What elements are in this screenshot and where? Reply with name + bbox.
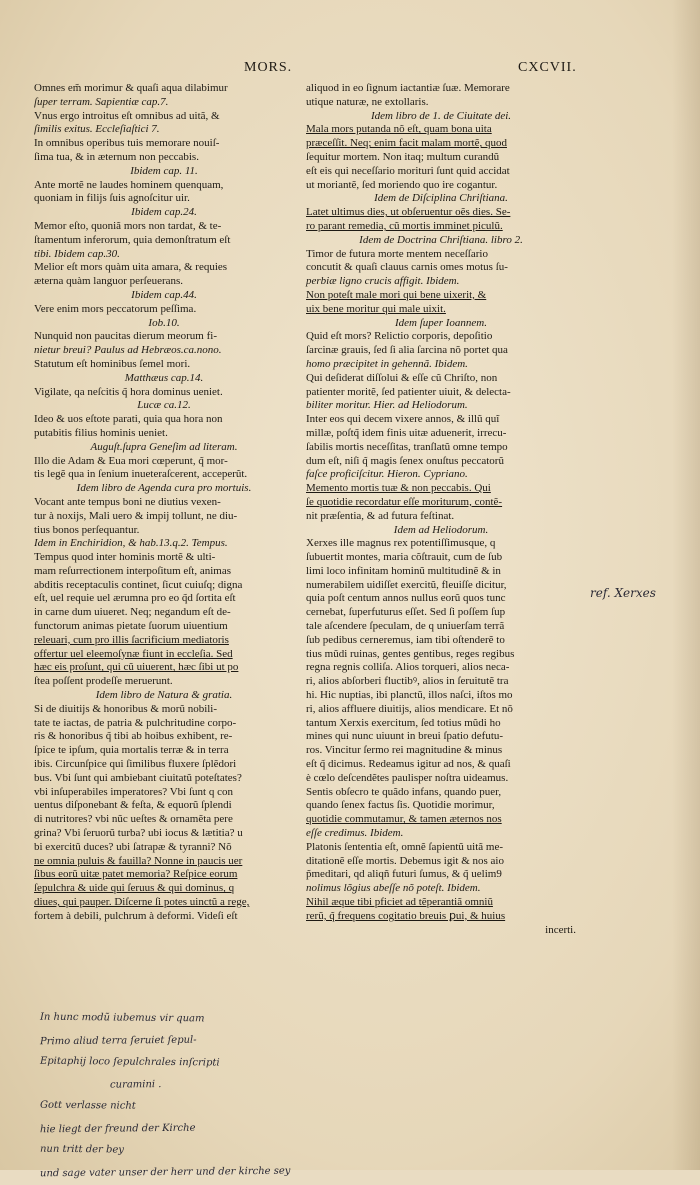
citation-line: tibi. Ibidem cap.30. (34, 247, 120, 260)
text-line: Tempus quod inter hominis mortẽ & ulti- (34, 551, 216, 564)
text-line: p̃meditari, qd aliqñ futuri ſumus, & q̃ uelim9 (306, 868, 502, 881)
text-line: Nihil æque tibi pficiet ad tẽperantiã omniũ (306, 896, 493, 909)
text-line: ſub pedibus cerneremus, iam tibi oſtenderẽ to (306, 633, 505, 646)
text-line: ſima tua, & in æternum non peccabis. (34, 150, 199, 163)
text-line: Latet ultimus dies, ut obſeruentur oẽs dies. Se- (306, 206, 511, 219)
right-text-column (306, 82, 576, 937)
text-line: functorum animas pietate ſuorum uiuentium (34, 620, 228, 633)
text-line: Nunquid non paucitas dierum meorum fi- (34, 330, 217, 343)
citation-line: Idem libro de Natura & gratia. (95, 689, 233, 702)
handwritten-note-line: hie liegt der freund der Kirche (39, 1122, 196, 1136)
text-line: ſabilis mortis neceſſitas, tranſlatũ omne tempo (306, 440, 508, 453)
citation-line: Ibidem cap.24. (131, 206, 197, 219)
running-header-title: MORS. (244, 60, 293, 75)
citation-line: faſce proficiſcitur. Hieron. Cypriano. (306, 468, 468, 481)
text-line: tale aſcendere ſpeculam, de q uniuerſam terrã (306, 620, 505, 633)
text-line: tantum Xerxis exercitum, ſed totius mũdi ho (306, 716, 501, 729)
handwritten-note-line: und sage vater unser der herr und der kirche sey (39, 1165, 291, 1180)
handwritten-note-line: nun tritt der bey (39, 1143, 125, 1156)
handwritten-note-line: In hunc modũ iubemus vir quam (39, 1011, 205, 1025)
citation-line: Ibidem cap. 11. (130, 164, 198, 177)
text-line: releuari, cum pro illis ſacrificium mediatoris (34, 633, 229, 646)
text-line: Xerxes ille magnus rex potentiſſimusque, q (306, 537, 496, 550)
text-line: ro parant remedia, cũ mortis imminet piculũ. (306, 219, 503, 232)
text-line: ditationẽ eſſe mortis. Debemus igit & nos aio (306, 854, 504, 867)
text-line: ſepulchra & uide qui ſeruus & qui dominus, q (34, 882, 235, 895)
folio-number: CXCVII. (518, 60, 577, 75)
text-line: grina? Vbi ſeruorũ turba? ubi iocus & lætitia? u (34, 827, 243, 840)
text-line: patienter moritẽ, ſed patienter uiuit, & delecta- (306, 385, 511, 398)
text-line: è cœlo deſcendẽtes paulisper noſtra uideamus. (306, 771, 509, 784)
text-line: aliquod in eo ſignum iactantiæ ſuæ. Memorare (306, 82, 510, 94)
text-line: rerũ, q̃ frequens cogitatio breuis ꝑui, & huius (306, 909, 506, 922)
citation-line: perbiæ ligno crucis affigit. Ibidem. (306, 275, 460, 288)
citation-line: Idem ſuper Ioannem. (395, 316, 487, 329)
text-line: uentus diſponebant & feſta, & equorũ ſplendi (34, 799, 232, 812)
citation-line: Lucæ ca.12. (137, 399, 191, 412)
text-line: eſt, uel requie uel ærumna pro eo q̃d ſortita eſt (34, 592, 236, 605)
text-line: fortem à debili, pulchrum à deformi. Videſi eſt (34, 909, 238, 922)
citation-line: biliter moritur. Hier. ad Heliodorum. (306, 399, 468, 412)
text-line: putabitis filius hominis ueniet. (34, 426, 168, 439)
text-line: Quid eſt mors? Relictio corporis, depoſitio (306, 330, 493, 343)
text-line: Statutum eſt hominibus ſemel mori. (34, 357, 191, 370)
text-line: ros. Vincitur ſermo rei magnitudine & minus (306, 744, 503, 757)
citation-line: Idem libro de 1. de Ciuitate dei. (370, 109, 512, 122)
text-line: ris & honoribus q̃ tibi ab hoibus exhibent, re- (34, 730, 233, 743)
text-line: Si de diuitijs & honoribus & morũ nobili- (34, 702, 218, 715)
text-line: tius mũdi ruinas, gentes gentibus, reges regibus (306, 647, 515, 660)
text-line: mam reſurrectionem interpoſitum eſt, animas (34, 564, 232, 577)
text-line: Vnus ergo introitus eſt omnibus ad uitã, & (34, 109, 220, 122)
text-line: tis legẽ qua in ſenium inueteraſcerent, acceperũt. (34, 468, 248, 481)
citation-line: Idem in Enchiridion, & hab.13.q.2. Tempus. (34, 537, 228, 550)
text-line: hi. Hic nuptias, ibi planctũ, illos naſci, iſtos mo (306, 689, 513, 702)
left-text-column (34, 82, 294, 924)
text-line: nit præſentia, & ad futura feſtinat. (306, 509, 455, 522)
citation-line: nietur breui? Paulus ad Hebræos.ca.nono. (34, 344, 222, 357)
text-line: ibis. Circunſpice qui ſimilibus fluxere ſplẽdori (34, 758, 237, 771)
citation-line: eſſe credimus. Ibidem. (306, 827, 404, 840)
text-line: abditis receptaculis continet, ſicut cuiuſq; digna (34, 578, 243, 591)
text-line: regna regnis colliſa. Alios torqueri, alios neca- (306, 661, 510, 674)
text-line: ſe quotidie recordatur eſſe moriturum, contẽ- (306, 495, 503, 508)
text-line: quotidie commutamur, & tamen æternos nos (306, 813, 502, 826)
citation-line: Idem libro de Agenda cura pro mortuis. (76, 482, 252, 495)
citation-line: Idem de Diſciplina Chriſtiana. (374, 192, 508, 205)
text-line: concutit & quaſi clauus carnis omes motus ſu- (306, 261, 508, 274)
text-line: incerti. (545, 923, 576, 936)
handwritten-note-line: Primo aliud terra ſeruiet ſepul- (39, 1034, 197, 1048)
text-line: Ideo & uos eſtote parati, quia qua hora non (34, 413, 223, 426)
text-line: ri, alios abſorberi fluctibꝰ, alios in ſeruitutẽ tra (306, 675, 509, 688)
citation-line: Auguſt.ſupra Geneſim ad literam. (90, 440, 238, 453)
text-line: ſequitur mortem. Non itaq; multum curandũ (306, 150, 500, 163)
text-line: præceſſit. Neq; enim facit malam mortẽ, quod (306, 137, 507, 150)
text-line: Vere enim mors peccatorum peſſima. (34, 302, 197, 315)
text-line: eſt eis qui neceſſario morituri ſunt quid accidat (306, 164, 510, 177)
text-line: Omnes em̃ morimur & quaſi aqua dilabimur (34, 82, 228, 94)
text-line: ſtamentum inferorum, quia demonſtratum eſt (34, 233, 231, 246)
text-line: ut moriantẽ, ſed moriendo quo ire cogantur. (306, 178, 498, 191)
text-line: dum eſt, niſi q̃ magis ſenex onuſtus peccatorũ (306, 454, 504, 467)
text-line: cernebat, ſuperfuturus eſſet. Sed ſi poſſem ſup (306, 606, 506, 619)
text-line: tius bonos perſequantur. (34, 523, 140, 536)
text-line: bi exercitũ duces? ubi ſatrapæ & tyranni? Nõ (34, 840, 232, 853)
handwritten-note-line: Epitaphij loco ſepulchrales inſcripti (39, 1055, 220, 1069)
text-line: mines qui nunc uiuunt in breui ſpatio defutu- (306, 730, 504, 743)
citation-line: Matthæus cap.14. (124, 371, 204, 384)
text-line: ſpice te ipſum, quia mortalis terræ & in terra (34, 744, 229, 757)
text-line: di nutritores? vbi nũc ueſtes & ornamẽta pere (34, 813, 233, 826)
text-line: ſibus eorũ uitæ patet memoria? Reſpice eorum (34, 868, 238, 881)
handwritten-note-line: curamini . (109, 1079, 162, 1091)
text-line: quia poſt centum annos nullus eorũ quos tunc (306, 592, 506, 605)
text-line: in carne dum uiueret. Neq; negandum eſt de- (34, 606, 231, 619)
citation-line: ſimilis exitus. Eccleſiaſtici 7. (34, 123, 160, 136)
text-line: quando ſenex factus ſis. Quotidie morimur, (306, 799, 495, 812)
citation-line: nolimus lõgius abeſſe nõ poteſt. Ibidem. (306, 882, 481, 895)
text-line: ſubuertit montes, maria cõſtrauit, cum de ſub (306, 551, 503, 564)
text-line: eſt q̃ dicimus. Redeamus igitur ad nos, & quaſi (306, 758, 511, 771)
text-line: utique naturæ, ne extollaris. (306, 95, 429, 108)
text-line: Qui deſiderat diſſolui & eſſe cũ Chriſto, non (306, 371, 498, 384)
page-gutter-shadow (672, 0, 700, 1170)
text-line: ſtea poſſent prodeſſe meruerunt. (34, 675, 173, 688)
text-line: In omnibus operibus tuis memorare nouiſ- (34, 137, 220, 150)
text-line: tate te iactas, de patria & pulchritudine corpo- (34, 716, 237, 729)
text-line: millæ, poſtq̃ idem finis uitæ aduenerit, irrecu- (306, 426, 507, 439)
text-line: Platonis ſententia eſt, omnẽ ſapientũ uitã me- (306, 840, 504, 853)
text-line: numerabilem uidiſſet exercitũ, fleuiſſe dicitur, (306, 578, 507, 591)
text-line: Sentis obſecro te quãdo infans, quando puer, (306, 785, 502, 798)
handwritten-notes (40, 1008, 290, 1184)
text-line: ſarcinæ grauis, ſed ſi alia ſarcina nõ portet qua (306, 344, 508, 357)
citation-line: Ibidem cap.44. (131, 288, 197, 301)
text-line: Mala mors putanda nõ eſt, quam bona uita (306, 123, 492, 136)
text-line: limi loco infinitam hominũ multitudinẽ & in (306, 564, 501, 577)
text-line: Non poteſt male mori qui bene uixerit, & (306, 288, 487, 301)
text-line: Vocant ante tempus boni ne diutius vexen- (34, 495, 221, 508)
handwritten-note-line: Gott verlasse nicht (39, 1099, 136, 1112)
text-line: Memor eſto, quoniã mors non tardat, & te- (34, 219, 222, 232)
citation-line: Iob.10. (148, 316, 180, 329)
text-line: Ante mortẽ ne laudes hominem quenquam, (34, 178, 224, 191)
text-line: æterna quàm languor perſeuerans. (34, 275, 184, 288)
text-line: offertur uel eleemoſynæ fiunt in eccleſia. Sed (34, 647, 233, 660)
text-line: Memento mortis tuæ & non peccabis. Qui (306, 482, 491, 495)
text-line: Melior eſt mors quàm uita amara, & requies (34, 261, 228, 274)
citation-line: Idem ad Heliodorum. (393, 523, 489, 536)
text-line: bus. Vbi ſunt qui ambiebant ciuitatũ poteſtates? (34, 771, 242, 784)
text-line: ne omnia puluis & fauilla? Nonne in paucis uer (34, 854, 243, 867)
text-line: Timor de futura morte mentem neceſſario (306, 247, 488, 260)
text-line: tur à noxijs, Mali uero & impij tollunt, ne diu- (34, 509, 238, 522)
text-line: uix bene moritur qui male uixit. (306, 302, 446, 315)
marginal-annotation: ref. Xerxes (590, 586, 656, 600)
text-line: diues, qui pauper. Diſcerne ſi potes uinctũ a rege, (34, 896, 250, 909)
citation-line: homo præcipitet in gehennã. Ibidem. (306, 357, 468, 370)
text-line: quoniam in filijs ſuis agnoſcitur uir. (34, 192, 190, 205)
text-line: hæc eis proſunt, qui cũ uiuerent, hæc ſibi ut po (34, 661, 239, 674)
text-line: ri, alios affluere diuitijs, alios mendicare. Et nõ (306, 702, 513, 715)
citation-line: Idem de Doctrina Chriſtiana. libro 2. (359, 233, 523, 246)
text-line: Illo die Adam & Eua mori cœperunt, q̃ mor- (34, 454, 228, 467)
text-line: vbi inſuperabiles imperatores? Vbi ſunt q con (34, 785, 233, 798)
text-line: Vigilate, qa neſcitis q̃ hora dominus ueniet. (34, 385, 223, 398)
citation-line: ſuper terram. Sapientiæ cap.7. (34, 95, 169, 108)
text-line: Inter eos qui decem vixere annos, & illũ quĩ (306, 413, 500, 426)
